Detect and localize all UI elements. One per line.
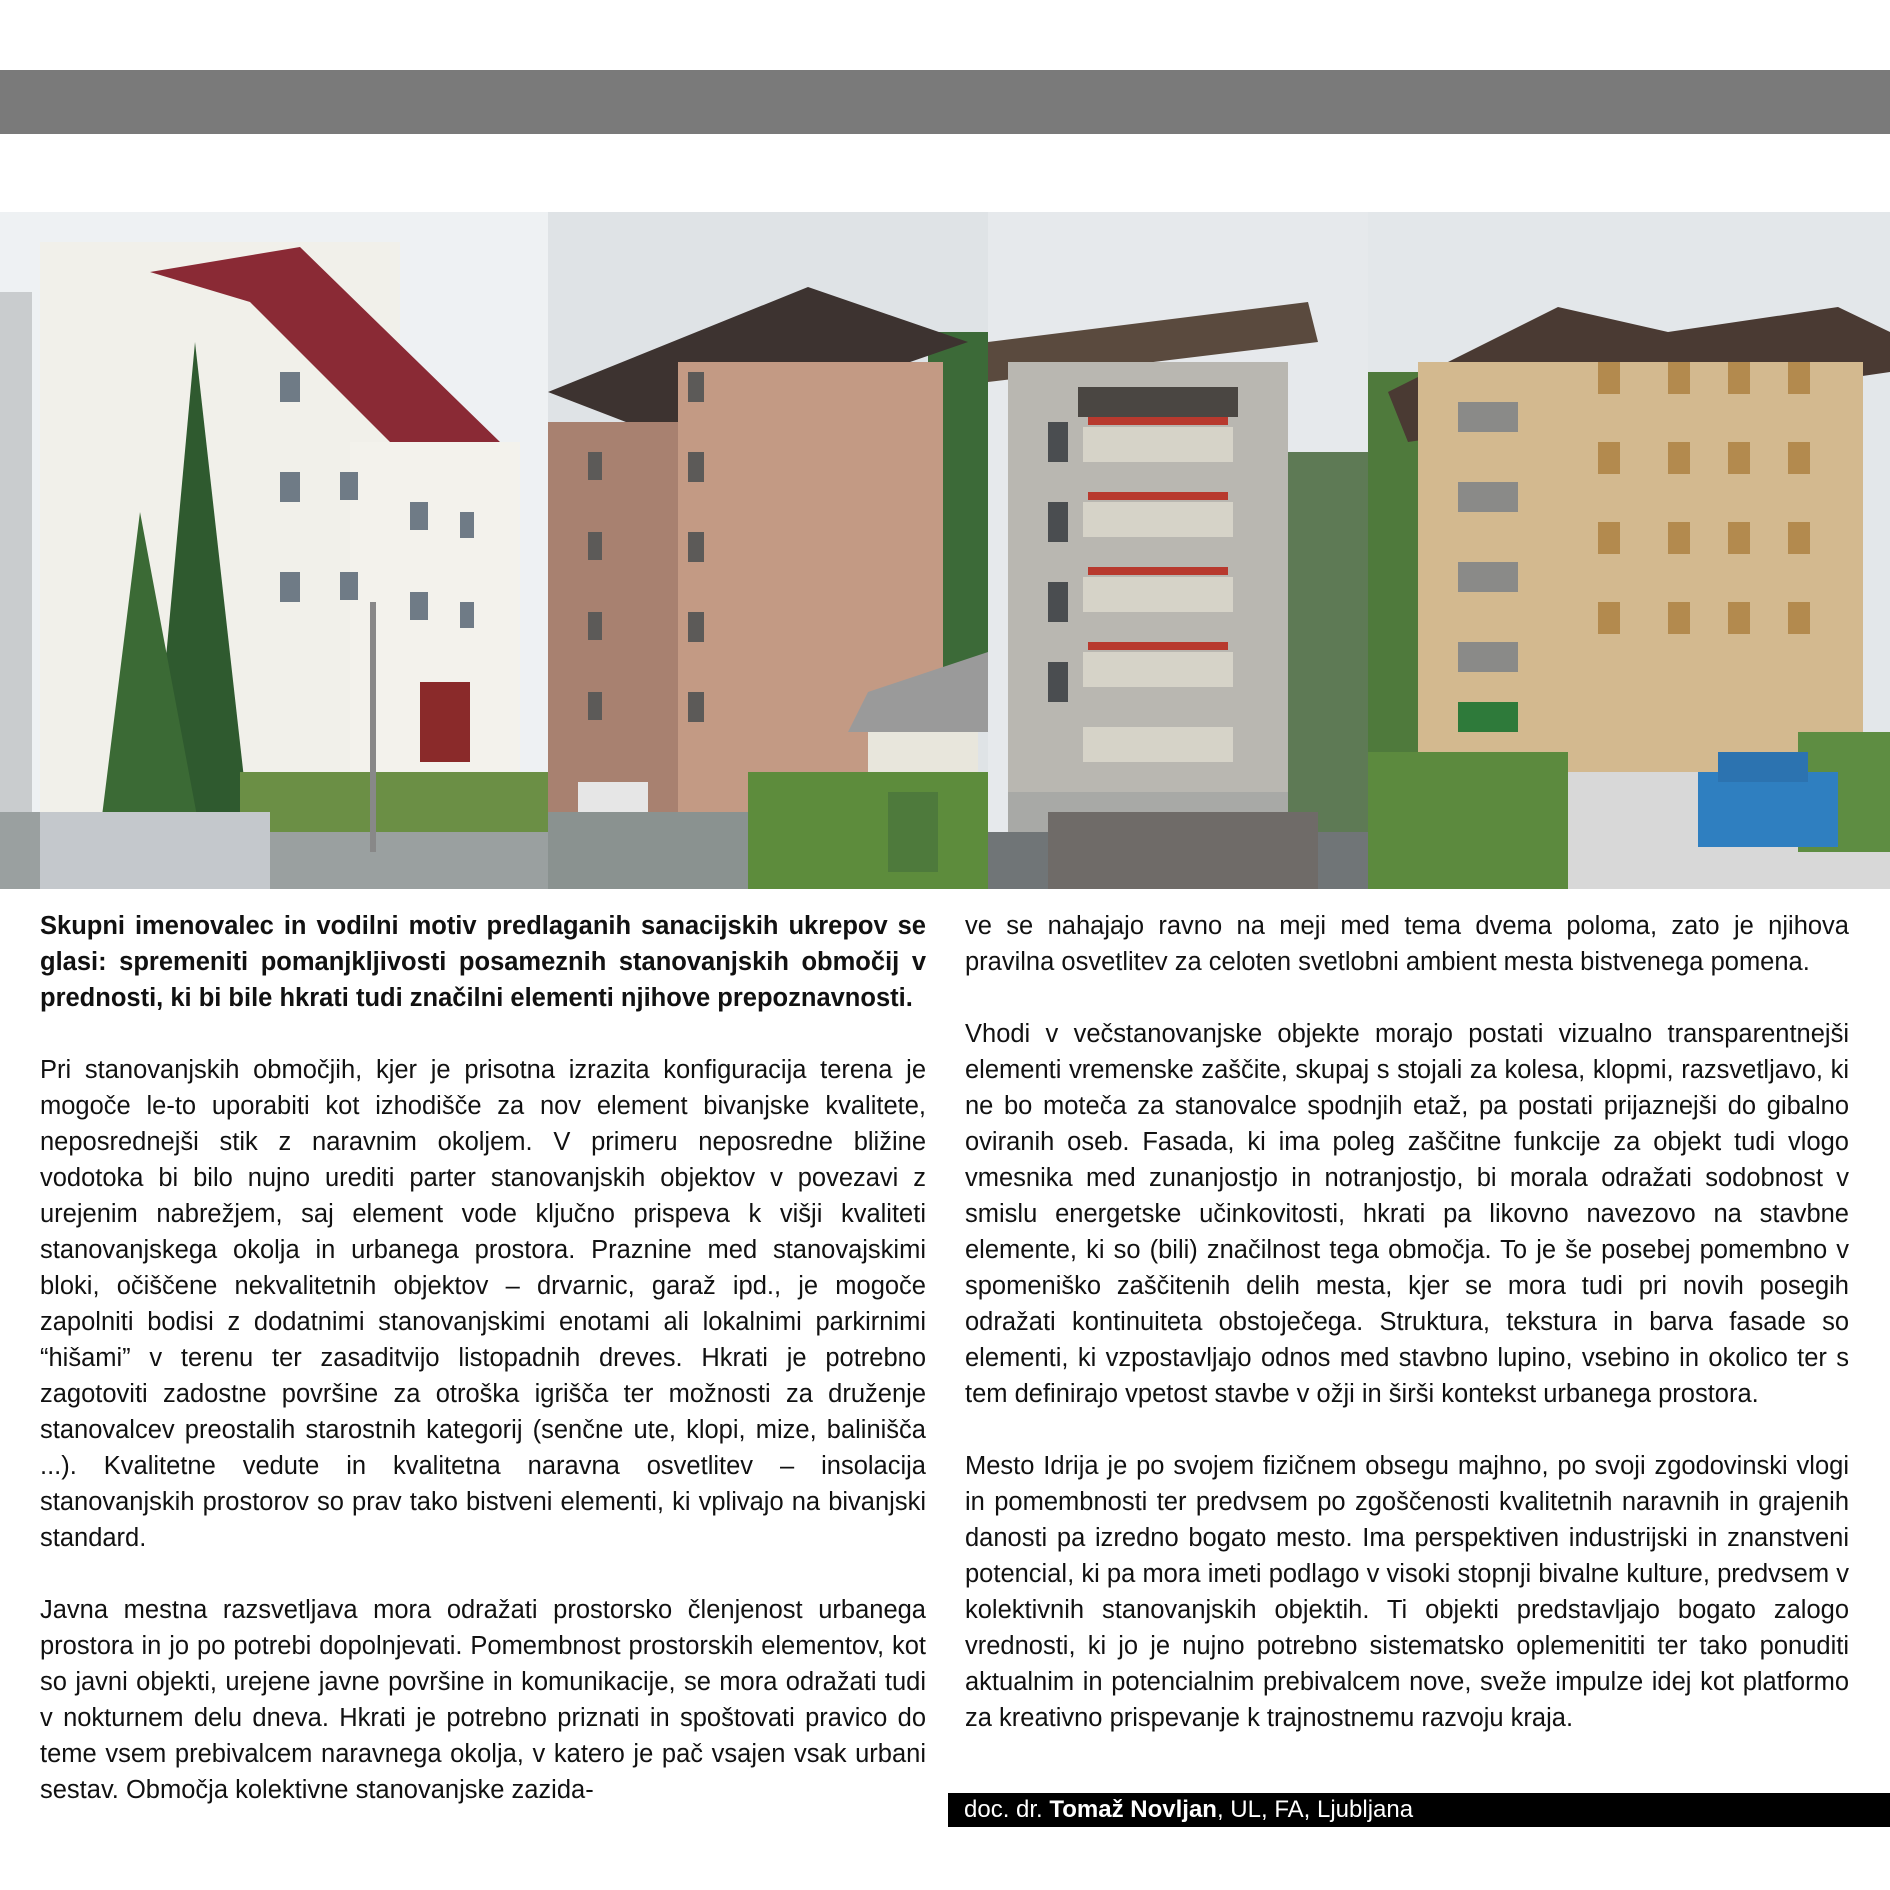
photo-salmon-building [548,212,988,889]
author-byline [948,1793,1890,1827]
photo-grey-building-balconies [988,212,1368,889]
article-paragraph: Javna mestna razsvetljava mora odražati prostorsko členjenost urbanega prostora in jo po potrebi dopolnjevati. Pomembnost prostorskih elementov, kot so javni objekti, urejene javne površine in komunikacije, se mora odražati tudi v nokturnem delu dneva. Hkrati je potrebno priznati in spoštovati pravico do teme vsem prebivalcem naravnega okolja, v katero je pač vsajen vsak urbani sestav. Območja kolektivne stanovanjske zazida- [40,1596,926,1804]
article-lead: Skupni imenovalec in vodilni motiv predlaganih sanacijskih ukrepov se glasi: spremeniti pomanjkljivosti posameznih stanovanjskih območij v prednosti, ki bi bile hkrati tudi značilni elementi njihove prepoznavnosti. [40,912,926,1012]
article-paragraph: Mesto Idrija je po svojem fizičnem obsegu majhno, po svoji zgodovinski vlogi in pomembnosti ter predvsem po zgoščenosti kvalitetnih naravnih in grajenih danosti pa izredno bogato mesto. Ima perspektiven industrijski in znanstveni potencial, ki pa mora imeti podlago v visoki stopnji bivalne kulture, predvsem v kolektivnih stanovanjskih objektih. Ti objekti predstavljajo bogato zalogo vrednosti, ki jo je nujno potrebno sistematsko oplemenititi ter tako ponuditi aktualnim in potencialnim prebivalcem nove, sveže impulze idej kot platformo za kreativno prispevanje k trajnostnemu razvoju kraja. [965,1452,1849,1732]
photo-ochre-building [1368,212,1890,889]
author-title: doc. dr. [964,1796,1050,1823]
article-paragraph: Vhodi v večstanovanjske objekte morajo postati vizualno transparentnejši elementi vremenske zaščite, skupaj s stojali za kolesa, klopmi, razsvetljavo, ki ne bo moteča za stanovalce spodnjih etaž, pa postati prijaznejši do gibalno oviranih oseb. Fasada, ki ima poleg zaščitne funkcije za objekt tudi vlogo vmesnika med zunanjostjo in notranjostjo, bi morala odražati sodobnost v smislu energetske učinkovitosti, hkrati pa likovno navezovo na stavbne elemente, ki so (bili) značilnost tega območja. To je še posebej pomembno v spomeniško zaščitenih delih mesta, kjer se mora tudi pri novih posegih odražati kontinuiteta obstoječega. Struktura, tekstura in barva fasade so elementi, ki vzpostavljajo odnos med stavbno lupino, vsebino in okolico ter s tem definirajo vpetost stavbe v ožji in širši kontekst urbanega prostora. [965,1020,1849,1408]
photo-strip [0,212,1890,889]
author-name: Tomaž Novljan [1049,1796,1217,1823]
article-paragraph: Pri stanovanjskih območjih, kjer je prisotna izrazita konfiguracija terena je mogoče le-to uporabiti kot izhodišče za nov element bivanjske kvalitete, neposrednejši stik z naravnim okoljem. V primeru neposredne bližine vodotoka bi bilo nujno urediti parter stanovanjskih objektov v povezavi z urejenim nabrežjem, saj element vode ključno prispeva k višji kvaliteti stanovanjskega okolja in urbanega prostora. Praznine med stanovajskimi bloki, očiščene nekvalitetnih objektov – drvarnic, garaž ipd., je mogoče zapolniti bodisi z dodatnimi stanovanjskimi enotami ali lokalnimi parkirnimi “hišami” v terenu ter zasaditvijo listopadnih dreves. Hkrati je potrebno zagotoviti zadostne površine za otroška igrišča ter možnosti za druženje stanovalcev preostalih starostnih kategorij (senčne ute, klopi, mize, balinišča ...). Kvalitetne vedute in kvalitetna naravna osvetlitev – insolacija stanovanjskih prostorov so prav tako bistveni elementi, ki vplivajo na bivanjski standard. [40,1056,926,1552]
article-paragraph: ve se nahajajo ravno na meji med tema dvema poloma, zato je njihova pravilna osvetlitev za celoten svetlobni ambient mesta bistvenega pomena. [965,912,1849,976]
article-column-right [965,908,1849,1736]
photo-white-building-red-roof [0,212,548,889]
author-affiliation: , UL, FA, Ljubljana [1216,1796,1414,1823]
header-band [0,70,1890,134]
article-column-left [40,908,926,1808]
